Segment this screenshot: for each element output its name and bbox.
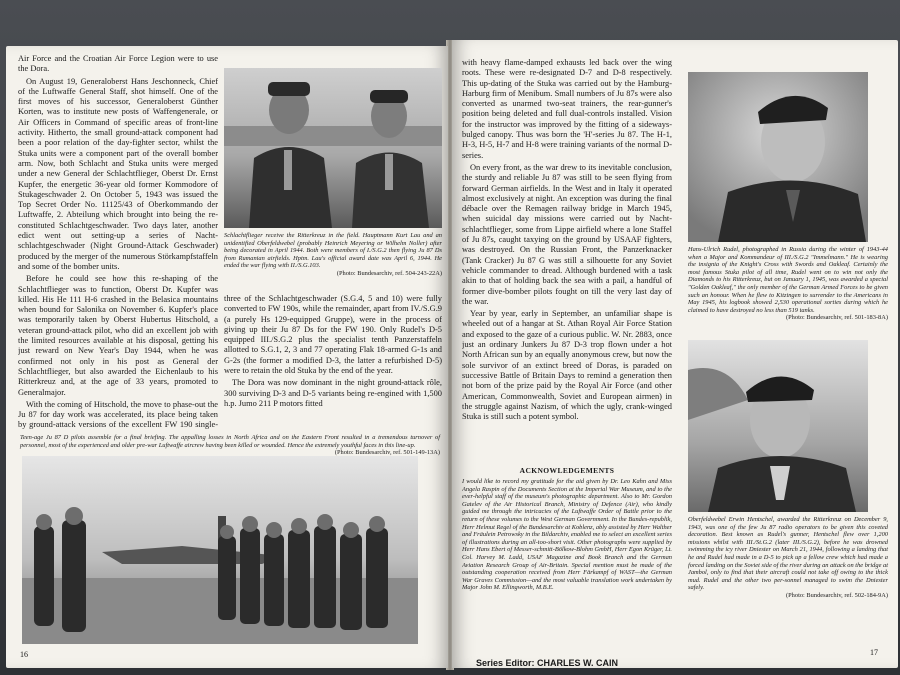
paragraph: Air Force and the Croatian Air Force Legion were to use the Dora. xyxy=(18,54,218,74)
left-column-1 xyxy=(18,54,218,432)
left-column-2 xyxy=(224,294,442,434)
photo-rudel-portrait xyxy=(688,72,868,242)
right-column-1 xyxy=(462,58,672,460)
photo-credit: (Photo: Bundesarchiv, ref. 501-183-8A) xyxy=(786,314,888,322)
caption-bottom-left: Teen-age Ju 87 D pilots assemble for a final briefing. The appalling losses in North Africa and on the Eastern Front resulted in a tremendous turnover of personnel, most of the experienced and older pre-war Luftwaffe aircrew having been killed or wounded. Hence the extremely youthful faces in this line-up. (Photo: Bundesarchiv, ref. 501-149-13A) xyxy=(20,434,440,457)
acknowledgements-title: ACKNOWLEDGEMENTS xyxy=(519,466,615,475)
photo-credit: (Photo: Bundesarchiv, ref. 501-149-13A) xyxy=(334,449,440,457)
page-number-right: 17 xyxy=(870,648,878,657)
photo-credit: (Photo: Bundesarchiv, ref. 504-243-22A) xyxy=(336,269,442,277)
paragraph: with heavy flame-damped exhausts led back over the wing roots. These were re-designated D-7 and D-8 respectively. This up-dating of the Stuka was carried out by the Hamburg-Harburg firm of Menibum. Small numbers of Ju 87s were also converted as unarmed two-seat trainers, the rear-gunner's position being deleted and full dual-controls installed. Vision for the instructor was improved by the fitting of a sideways-bulged canopy. Thus was born the 'H'-series Ju 87. The H-1, H-3, H-5, H-7 and H-8 were training variants of the normal D-series. xyxy=(462,58,672,160)
photo-officers-award xyxy=(224,68,442,228)
paragraph: Before he could see how this re-shaping of the Schlachtflieger was to function, Oberst Dr. Kupfer was killed. His He 111 H-6 crashed in the Belasica mountains when bound for Salonika on November 6. Kupfer's place was temporarily taken by Oberst Hubertus Hitschold, a veteran ground-attack pilot, who did an excellent job with the limited resources available at his disposal, getting his just reward on New Year's Day 1944, when he was confirmed not only in his post as General der Schlachtflieger, but also awarded the Eichenlaub to his Ritterkreuz and, at the age of 33 years, promoted to Generalmajor. xyxy=(18,274,218,397)
paragraph: With the coming of Hitschold, the move to phase-out the Ju 87 for day work was accelerated, its place being taken by ground-attack versions of the excellent FW 190 single- xyxy=(18,399,218,430)
paragraph: The Dora was now dominant in the night ground-attack rôle, 300 surviving D-3 and D-5 variants being re-engined with 1,500 h.p. Jumo 211 P motors fitted xyxy=(224,378,442,408)
page-number-left: 16 xyxy=(20,650,28,659)
left-page xyxy=(6,46,448,668)
right-page xyxy=(452,40,898,668)
caption-top-right: Hans-Ulrich Rudel, photographed in Russia during the winter of 1943-44 when a Major and Kommandeur of III./S.G.2 "Immelmann." He is wearing the insignia of the Knight's Cross with Swords and Oakleaf. Certainly the most famous Stuka pilot of all time, Rudel went on to win not only the Diamonds to his Ritterkreuz, but on January 1, 1945, was awarded a special "Golden Oakleaf," the only member of the German Armed Forces to be given such an honour. When he flew to Kitzingen to surrender to the Americans in May 1945, his logbook showed 2,530 operational sorties during which he claimed to have destroyed no less than 519 tanks. (Photo: Bundesarchiv, ref. 501-183-8A) xyxy=(688,246,888,322)
paragraph: Year by year, early in September, an unfamiliar shape is wheeled out of a hangar at St. Athan Royal Air Force Station and exposed to the gaze of a curious public. W. Nr. 2883, once just an ordinary Junkers Ju 87 D-3 trop flown under a hot North African sun by an equally anonymous crew, but now the sole survivor of an extinct breed of Doras, is paraded on successive Battle of Britain Days to remind a generation then not born of the prize paid by the Royal Air Force (and other American, Commonwealth, Soviet and European airmen) in the struggle against Nazism, of which the ugly, crank-winged Stuka is still such a potent symbol. xyxy=(462,309,672,422)
paragraph: On every front, as the war drew to its inevitable conclusion, the sturdy and reliable Ju 87 was still to be seen flying from forward German airfields. In the West and in Italy it operated almost exclusively at night. An exception was during the final débacle over the Remagen railway bridge in March 1945, when suicidal day missions were carried out by Nacht-schlachtflieger, some from Lippe airfield where a lone Staffel of Ju 87s, caught taxying on the ground by USAAF fighters, was destroyed. On the Russian Front, the Panzerknacker (Tank Cracker) Ju 87 G was still a silhouette for any Soviet vehicle commander to dread. Although burdened with a task akin to that of holding back the sea with a pail, a handful of former dive-bomber pilots fought on till the very last day of the war. xyxy=(462,162,672,306)
photo-credit: (Photo: Bundesarchiv, ref. 502-184-9A) xyxy=(786,591,888,599)
acknowledgements-text: I would like to record my gratitude for the aid given by Dr. Leo Kahn and Miss Angela Raspin of the Documents Section at the Imperial War Museum, and to the ever-helpful staff of the museum's photographic department. Also to Mr. Gordon Gatelev of the Air Historical Branch, Ministry of Defence (Air), who kindly guided me through the intricacies of the Luftwaffe Order of Battle prior to the return of these volumes to the West German Government. In the Bundes-republik, Herr Helmut Regel of the Bundesarchiv at Koblenz, ably assisted by Herr Walther and Fräulein Petrowsky in the Bildarchiv, enabled me to select an excellent series of illustrations during an all-too-short visit. Other photographs were supplied by Herr Hans Ebert of Messer-schmitt-Bölkow-Blohm GmbH, Herr Egon Krüger, Lt. Col. Harvey M. Ladd, USAF Magazine and Book Branch and the German Aviation Research Group of Air-Britain. Special mention must be made of the outstanding cooperation received from Herr Färkampf of WAST—the German War Graves Commission—and the most valuable translation work undertaken by Major John M. Ellingworth, M.B.E. xyxy=(462,478,672,592)
caption-bottom-right: Oberfeldwebel Erwin Hentschel, awarded the Ritterkreuz on December 9, 1943, was one of the few Ju 87 radio operators to be given this coveted decoration. Best known as Rudel's gunner, Hentschel flew over 1,200 missions whilst with III./St.G.2 (later III./S.G.2), before he was drowned swimming the icy river Dniester on March 21, 1944, following a landing that he and Rudel had made in a D-5 to pick up a fellow crew which had made a forced landing on the Soviet side of the river during an attack on the bridge at Jambol, only to find that their aircraft could not take off owing to the thick mud. Rudel and the other two per-sonnel managed to swim the Dniester safely. (Photo: Bundesarchiv, ref. 502-184-9A) xyxy=(688,516,888,599)
paragraph: three of the Schlachtgeschwader (S.G.4, 5 and 10) were fully converted to FW 190s, while the remainder, apart from IV./S.G.9 (a purely Hs 129-equipped Gruppe), were in the process of giving up their Ju 87 Ds for the FW 190. Only Rudel's D-5 equipped III./S.G.2 plus the specialist tenth Panzerstaffeln allotted to S.G.1, 2, 3 and 77 operating Flak 18-armed G-1s and G-2s (the former a modified D-3, the latter a refurbished D-5) were to retain the old Stuka by the end of the year. xyxy=(224,294,442,376)
photo-hentschel-portrait xyxy=(688,340,868,512)
photo-pilots-briefing xyxy=(22,456,418,644)
paragraph: On August 19, Generaloberst Hans Jeschonneck, Chief of the Luftwaffe General Staff, shot himself. One of the first moves of his successor, Generaloberst Günther Korten, was to institute new posts of Waffengenerale, or Air Officers in Command of specific areas of front-line activity. Hitherto, the small ground-attack component had been a poor relation of the day-fighter sector, whilst the Stuka units were a component part of the overall bomber arm. Now, both Schlacht and Stuka units were merged under a new General der Schlachtflieger, Oberst Dr. Ernst Kupfer, the energetic 36-year old former Kommodore of Stukageschwader 2. On October 5, 1943 was issued the Top Secret Order No. 11125/43 of Oberkommando der Luftwaffe, 2. Abteilung which brought into being the re-constituted Schlachtgeschwader. Two days later, another edict went out setting-up a series of Nacht-schlachtgeschwader (Night Ground-Attack Geschwader) produced by the merger of the numerous Störkampfstaffeln and some of the bomber units. xyxy=(18,76,218,271)
series-editor: Series Editor: CHARLES W. CAIN xyxy=(476,658,619,668)
caption-top-left: Schlachtflieger receive the Ritterkreuz in the field. Hauptmann Kurt Lau and an unidentified Oberfeldwebel (probably Heinrich Meyering or Wilhelm Noller) after being decorated in April 1944. Both were members of I./S.G.2 then flying Ju 87 Ds from Rumanian airfields. Hptm. Lau's official award date was April 6, 1944. He ended the war flying with II./S.G.103. (Photo: Bundesarchiv, ref. 504-243-22A) xyxy=(224,232,442,277)
